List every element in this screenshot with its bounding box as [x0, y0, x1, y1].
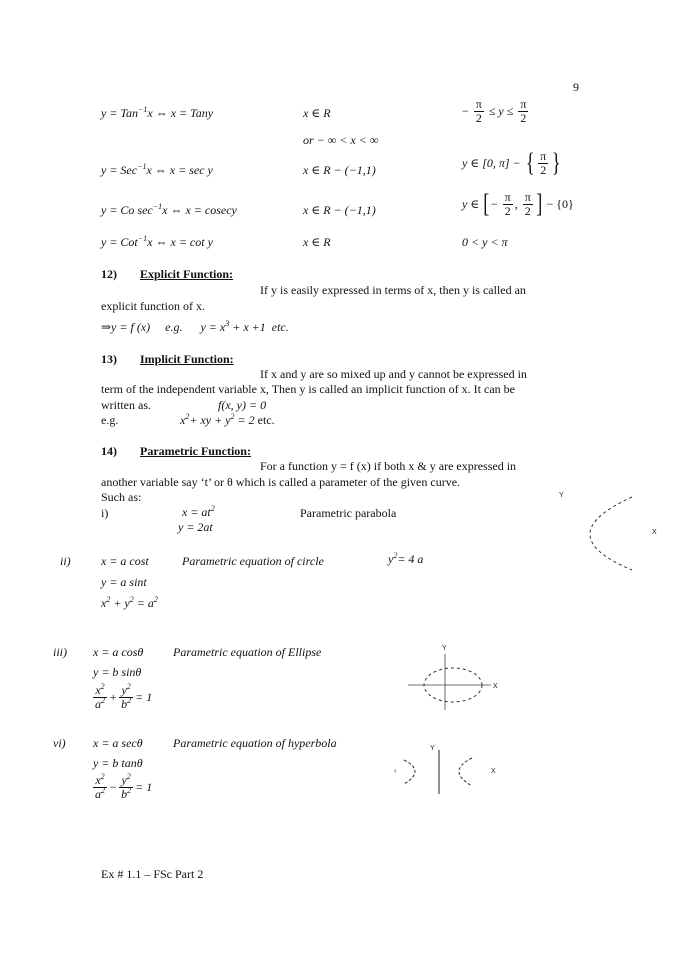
sec14-line3: Such as:: [101, 490, 142, 504]
row3-domain: x ∈ R − (−1,1): [303, 203, 376, 217]
hyperbola-left-branch: [404, 760, 415, 784]
item-i-label: i): [101, 506, 109, 520]
sec13-line1: If x and y are so mixed up and y cannot be expressed in: [260, 367, 527, 381]
row4-domain: x ∈ R: [303, 235, 331, 249]
hyperbola-x-label: X: [491, 768, 496, 775]
row1b-domain: or − ∞ < x < ∞: [303, 133, 379, 147]
item-iii-label: iii): [53, 645, 67, 659]
row2-domain: x ∈ R − (−1,1): [303, 163, 376, 177]
sec12-number: 12): [101, 267, 117, 281]
item-iii-eq1: x = a cosθ: [93, 645, 144, 659]
sec13-line3: written as.: [101, 398, 151, 412]
parabola-x-label: X: [652, 529, 657, 536]
item-vi-eq2: y = b tanθ: [93, 756, 143, 770]
row3-range: y ∈ [− $\frac{\pi}{2}$ , $\frac{\pi}{2}$ ] − {0}: [462, 189, 574, 219]
item-ii-eq3: $x^2 + y^2 = a^2$: [101, 595, 158, 610]
row1-function: y = Tan$^{-1}$x ⇔ x = Tany: [101, 105, 214, 120]
sec13-heading: Implicit Function:: [140, 352, 234, 366]
item-vi-eq1: x = a secθ: [93, 736, 143, 750]
item-ii-label: ii): [60, 554, 71, 568]
row4-function: y = Cot$^{-1}$x ⇔ x = cot y: [101, 234, 213, 249]
item-ii-eq1: x = a cost: [101, 554, 149, 568]
sec12-example: ⇒y = f (x) e.g. $y = x^3 + x +1$ etc.: [101, 319, 289, 334]
sec12-line2: explicit function of x.: [101, 299, 205, 313]
row1-range: − $\frac{\pi}{2}$ ≤ y ≤ $\frac{\pi}{2}$: [462, 97, 527, 125]
parabola-graph: [528, 485, 668, 580]
item-iii-eq3: $\frac{x^2}{a^2}$ + $\frac{y^2}{b^2}$ = 1: [95, 682, 153, 711]
hyperbola-y-label: Y: [430, 745, 435, 752]
item-ii-side: $y^2= 4$ a: [388, 551, 424, 566]
item-iii-name: Parametric equation of Ellipse: [173, 645, 322, 659]
sec13-eg-eq: $x^2+$ xy + $y^2 = 2$ etc.: [180, 412, 275, 427]
item-i-eq1: $x = at^2$: [182, 504, 215, 519]
ellipse-x-label: X: [493, 683, 498, 690]
sec13-number: 13): [101, 352, 117, 366]
sec13-form: f(x, y) = 0: [218, 398, 267, 412]
ellipse-graph: [405, 640, 505, 715]
sec13-eg: e.g.: [101, 413, 119, 427]
item-i-eq2: y = 2at: [178, 520, 213, 534]
ellipse-y-label: Y: [442, 645, 447, 652]
sec14-line2: another variable say ‘t’ or θ which is called a parameter of the given curve.: [101, 475, 461, 489]
footer-text: Ex # 1.1 – FSc Part 2: [101, 867, 204, 881]
sec14-line1: For a function y = f (x) if both x & y are expressed in: [260, 459, 517, 473]
row3-function: y = Co $\sec^{-1}x$ ⇔ x = cosecy: [101, 202, 237, 217]
item-vi-label: vi): [53, 736, 66, 750]
parabola-y-label: Y: [559, 492, 564, 499]
item-i-name: Parametric parabola: [300, 506, 397, 520]
sec13-line2: term of the independent variable x, Then y is called an implicit function of x. It can be: [101, 382, 515, 396]
svg-text:‹: ‹: [394, 768, 397, 775]
item-iii-eq2: y = b sinθ: [93, 665, 142, 679]
row2-function: y = Sec$^{-1}$x ⇔ x = sec y: [101, 162, 213, 177]
row4-range: 0 < y < π: [462, 235, 508, 249]
hyperbola-right-branch: [459, 758, 472, 786]
item-vi-name: Parametric equation of hyperbola: [173, 736, 337, 750]
sec12-line1: If y is easily expressed in terms of x, then y is called an: [260, 283, 526, 297]
hyperbola-graph: [392, 740, 510, 802]
sec14-number: 14): [101, 444, 117, 458]
item-ii-name: Parametric equation of circle: [182, 554, 324, 568]
row2-range: y ∈ [0, π] − { $\frac{\pi}{2}$ }: [462, 148, 561, 178]
sec12-heading: Explicit Function:: [140, 267, 234, 281]
parabola-curve: [590, 497, 632, 570]
page-number: 9: [573, 80, 579, 94]
sec14-heading: Parametric Function:: [140, 444, 251, 458]
item-vi-eq3: $\frac{x^2}{a^2}$ − $\frac{y^2}{b^2}$ = 1: [95, 772, 153, 801]
item-ii-eq2: y = a sint: [101, 575, 147, 589]
row1-domain: x ∈ R: [303, 106, 331, 120]
